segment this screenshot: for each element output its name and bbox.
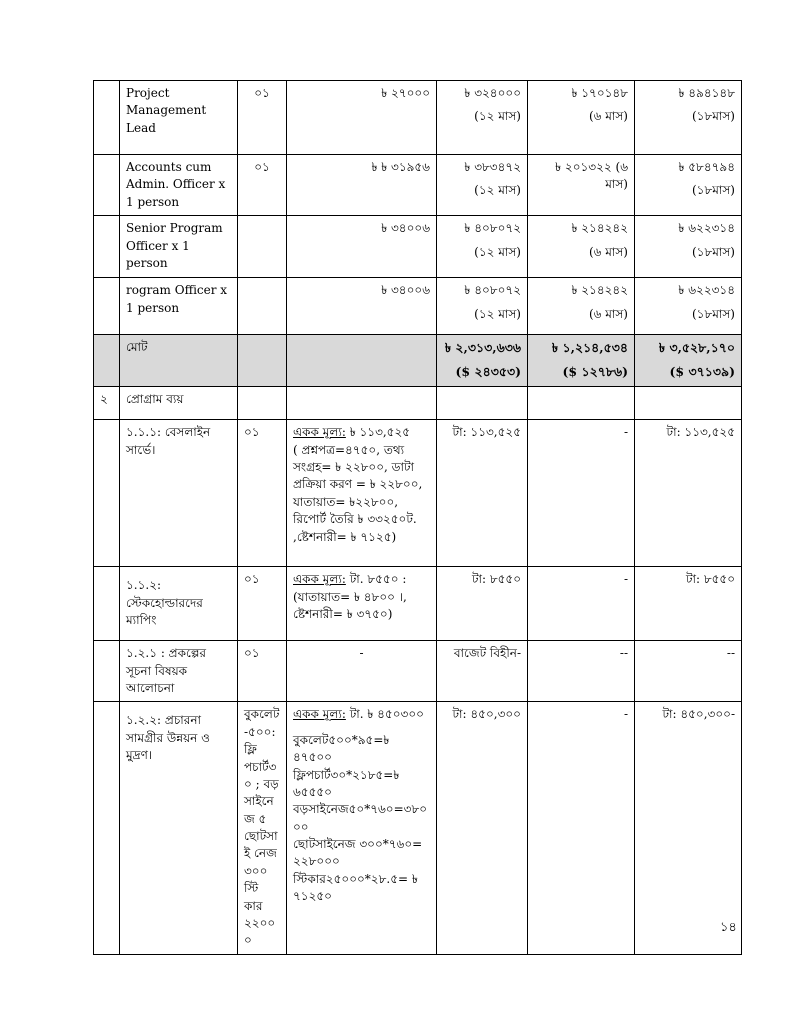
cost-year1-note: (১২ মাস) <box>474 306 521 321</box>
cost-year1-value: ৳ ৪০৮০৭২ <box>464 221 521 236</box>
cost-total-value: ৳ ৪৯৪১৪৮ <box>678 86 735 100</box>
cost-year1 <box>437 155 528 216</box>
cost-breakdown: ( প্রশ্নপত্র=৪৭৫০, তথ্য সংগ্রহ= ৳ ২২৮০০, ডাটা প্রক্রিয়া করণ = ৳ ২২৮০০, যাতায়াত= ৳২২৮০০, রিপোর্ট তৈরি ৳ ৩৩২৫০ট. ,ষ্টেশনারী= ৳ ৭১২৫) <box>293 442 423 544</box>
cost-year2-note: (৬ মাস) <box>588 306 628 321</box>
item-name: Accounts cum Admin. Officer x 1 person <box>120 155 238 216</box>
table-row <box>94 278 742 335</box>
cost-total <box>635 81 742 155</box>
total-grand-value: ৳ ৩,৫২৮,১৭০ <box>658 340 735 356</box>
cost-total: টা: ৪৫০,৩০০- <box>635 702 742 954</box>
unit-cost-value: টা. ৮৫৫০ : <box>349 572 407 587</box>
cost-year2 <box>528 155 635 216</box>
cost-year2-value: ৳ ২১৪২৪২ <box>571 221 628 236</box>
cost-total: টা: ১১৩,৫২৫ <box>635 420 742 567</box>
total-label: মোট <box>120 335 238 387</box>
cost-year2-value: ৳ ২০১৩২২ (৬ মাস) <box>555 160 628 192</box>
unit-cost-detail <box>287 567 437 641</box>
total-year1-usd: ($ ২৪৩৫৩) <box>455 364 521 380</box>
cost-year1 <box>437 81 528 155</box>
cost-year1: টা: ৪৫০,৩০০ <box>437 702 528 954</box>
table-row <box>94 702 742 954</box>
cost-total-note: (১৮মাস) <box>691 183 735 198</box>
cost-total: -- <box>635 641 742 702</box>
unit-cost-detail: - <box>287 641 437 702</box>
cost-year1: টা: ৮৫৫০ <box>437 567 528 641</box>
cost-total <box>635 278 742 335</box>
unit-cost-label: একক মূল্য: <box>293 707 346 722</box>
unit-rate: ৳ ৳ ৩১৯৫৬ <box>287 155 437 216</box>
quantity <box>238 278 287 335</box>
cost-year1-note: (১২ মাস) <box>474 109 521 124</box>
activity-name: ১.২.১ : প্রকল্পের সূচনা বিষয়ক আলোচনা <box>120 641 238 702</box>
section-header-row <box>94 387 742 420</box>
cost-total: টা: ৮৫৫০ <box>635 567 742 641</box>
cost-year1-value: ৳ ৩৮৩৪৭২ <box>464 160 521 174</box>
item-name: Senior Program Officer x 1 person <box>120 216 238 278</box>
total-year2 <box>528 335 635 387</box>
total-grand-usd: ($ ৩৭১৩৯) <box>669 364 735 380</box>
total-grand <box>635 335 742 387</box>
total-year1 <box>437 335 528 387</box>
unit-cost-value: টা. ৳ ৪৫০৩০০ <box>349 707 424 722</box>
cost-year2: - <box>528 567 635 641</box>
activity-name-text: ১.২.২: প্রচারনা সামগ্রীর উন্নয়ন ও মুদ্রণ। <box>126 713 210 763</box>
total-year2-value: ৳ ১,২১৪,৫৩৪ <box>551 340 628 356</box>
table-row <box>94 81 742 155</box>
cost-year2: -- <box>528 641 635 702</box>
table-row <box>94 420 742 567</box>
total-year2-usd: ($ ১২৭৮৬) <box>562 364 628 380</box>
cost-year2-value: ৳ ১৭০১৪৮ <box>571 86 628 100</box>
table-row <box>94 155 742 216</box>
cost-year1-value: ৳ ৪০৮০৭২ <box>464 283 521 298</box>
budget-table <box>93 80 742 955</box>
quantity <box>238 216 287 278</box>
quantity: ০১ <box>238 155 287 216</box>
unit-cost-label: একক মূল্য: <box>293 572 346 587</box>
unit-rate: ৳ ৩৪০০৬ <box>287 216 437 278</box>
cost-year2 <box>528 81 635 155</box>
cost-year1: টা: ১১৩,৫২৫ <box>437 420 528 567</box>
activity-name: ১.১.১: বেসলাইন সার্ভে। <box>120 420 238 567</box>
item-name: Project Management Lead <box>120 81 238 155</box>
cost-breakdown: বুকলেট৫০০*৯৫=৳ ৪৭৫০০ ফ্লিপচার্ট৩০*২১৮৫=৳ ৬৫৫৫০ বড়সাইনেজ৫০*৭৬০=৩৮০০০ ছোটসাইনেজ ৩০০*৭৬০= ২২৮০০০ স্টিকার২৫০০০*২৮.৫= ৳ ৭১২৫০ <box>293 732 428 904</box>
page-number: ১৪ <box>720 920 737 935</box>
unit-cost-detail <box>287 420 437 567</box>
cost-year1-value: ৳ ৩২৪০০০ <box>464 86 521 100</box>
activity-name-text: ১.১.২: স্টেকহোল্ডারদের ম্যাপিং <box>126 578 203 627</box>
table-row <box>94 216 742 278</box>
total-row <box>94 335 742 387</box>
unit-rate: ৳ ২৭০০০ <box>287 81 437 155</box>
quantity: বুকলেট-৫০০:ফ্লি পচার্ট৩০ ; বড় সাইনেজ ৫ ছোটসাই নেজ ৩০০স্টি কার ২২০০০ <box>238 702 287 954</box>
unit-cost-label: একক মূল্য: <box>293 425 346 440</box>
unit-rate: ৳ ৩৪০০৬ <box>287 278 437 335</box>
total-year1-value: ৳ ২,৩১৩,৬৩৬ <box>444 340 521 356</box>
section-title: প্রোগ্রাম ব্যয় <box>120 387 238 420</box>
table-row <box>94 641 742 702</box>
cost-total <box>635 216 742 278</box>
quantity: ০১ <box>238 567 287 641</box>
activity-name <box>120 702 238 954</box>
quantity: ০১ <box>238 81 287 155</box>
cost-breakdown: (যাতায়াত= ৳ ৪৮০০ ।, ষ্টেশনারী= ৳ ৩৭৫০) <box>293 589 407 621</box>
cost-total-note: (১৮মাস) <box>691 109 735 124</box>
cost-year2: - <box>528 420 635 567</box>
item-name: rogram Officer x 1 person <box>120 278 238 335</box>
cost-year2-note: (৬ মাস) <box>588 244 628 259</box>
cost-total-value: ৳ ৫৮৪৭৯৪ <box>678 160 735 174</box>
unit-cost-detail <box>287 702 437 954</box>
cost-year2 <box>528 278 635 335</box>
cost-year1 <box>437 278 528 335</box>
cost-year1-note: (১২ মাস) <box>474 244 521 259</box>
cost-total <box>635 155 742 216</box>
table-row <box>94 567 742 641</box>
unit-cost-value: ৳ ১১৩,৫২৫ <box>349 425 411 440</box>
section-number: ২ <box>94 387 120 420</box>
cost-year2 <box>528 216 635 278</box>
cost-year2-value: ৳ ২১৪২৪২ <box>571 283 628 298</box>
activity-name <box>120 567 238 641</box>
cost-year1 <box>437 216 528 278</box>
cost-year2-note: (৬ মাস) <box>588 109 628 124</box>
quantity: ০১ <box>238 420 287 567</box>
cost-year1-note: (১২ মাস) <box>474 183 521 198</box>
cost-total-note: (১৮মাস) <box>691 244 735 259</box>
cost-year2: - <box>528 702 635 954</box>
cost-total-note: (১৮মাস) <box>691 306 735 321</box>
cost-year1: বাজেট বিহীন- <box>437 641 528 702</box>
cost-total-value: ৳ ৬২২৩১৪ <box>678 283 735 298</box>
quantity: ০১ <box>238 641 287 702</box>
cost-total-value: ৳ ৬২২৩১৪ <box>678 221 735 236</box>
